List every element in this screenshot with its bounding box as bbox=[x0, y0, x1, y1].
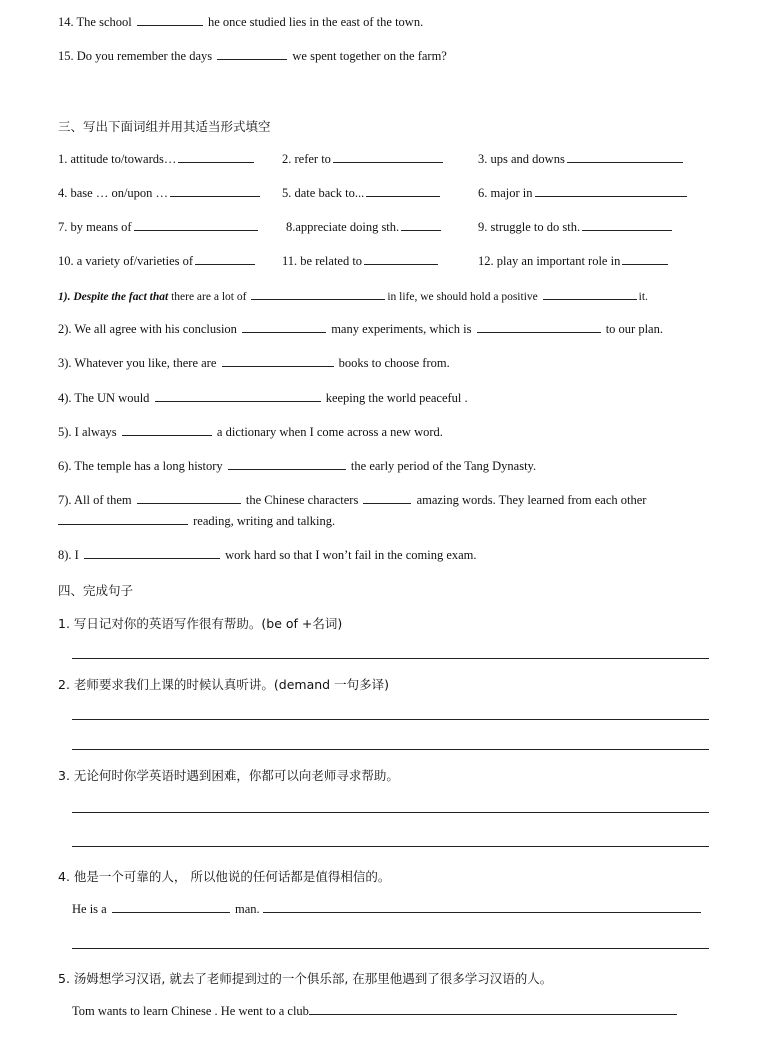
phrase-item bbox=[58, 253, 257, 269]
completion-q5-sentence bbox=[72, 1003, 679, 1019]
sentence-text: 5). I always bbox=[58, 425, 117, 439]
phrase-label: 11. be related to bbox=[282, 254, 363, 268]
answer-blank[interactable] bbox=[195, 253, 255, 265]
phrase-item bbox=[478, 253, 670, 269]
sentence-text: 3). Whatever you like, there are bbox=[58, 356, 217, 370]
sentence-7-continued bbox=[58, 513, 335, 529]
sentence-1 bbox=[58, 288, 648, 303]
phrase-label: 9. struggle to do sth. bbox=[478, 220, 581, 234]
answer-blank[interactable] bbox=[263, 901, 701, 913]
sentence-3 bbox=[58, 355, 450, 371]
phrase-item bbox=[478, 185, 689, 201]
answer-line[interactable] bbox=[72, 749, 709, 750]
answer-blank[interactable] bbox=[567, 151, 683, 163]
phrase-item bbox=[282, 185, 442, 201]
sentence-text: to our plan. bbox=[605, 322, 663, 336]
sentence-6 bbox=[58, 458, 536, 474]
phrase-label: 4. base … on/upon … bbox=[58, 186, 169, 200]
answer-blank[interactable] bbox=[112, 901, 230, 913]
answer-blank[interactable] bbox=[242, 321, 326, 333]
sentence-text: 4). The UN would bbox=[58, 391, 150, 405]
answer-line[interactable] bbox=[72, 812, 709, 813]
answer-line[interactable] bbox=[72, 948, 709, 949]
sentence-5 bbox=[58, 424, 443, 440]
sentence-text: man. bbox=[234, 902, 260, 916]
answer-blank[interactable] bbox=[217, 48, 287, 60]
sentence-text: He is a bbox=[72, 902, 107, 916]
sentence-text: keeping the world peaceful . bbox=[325, 391, 468, 405]
completion-q2: 2. 老师要求我们上课的时候认真听讲。(demand 一句多译) bbox=[58, 677, 389, 692]
section-3-title: 三、写出下面词组并用其适当形式填空 bbox=[58, 119, 271, 134]
phrase-label: 5. date back to... bbox=[282, 186, 365, 200]
sentence-7 bbox=[58, 492, 646, 508]
phrase-item bbox=[478, 151, 685, 167]
answer-blank[interactable] bbox=[137, 492, 241, 504]
phrase-label: 8.appreciate doing sth. bbox=[286, 220, 400, 234]
phrase-label: 3. ups and downs bbox=[478, 152, 565, 166]
q15-text-before: 15. Do you remember the days bbox=[58, 49, 213, 63]
phrase-item bbox=[282, 151, 445, 167]
answer-blank[interactable] bbox=[477, 321, 601, 333]
answer-blank[interactable] bbox=[543, 288, 637, 300]
phrase-item bbox=[478, 219, 674, 235]
question-14 bbox=[58, 14, 423, 30]
completion-q1: 1. 写日记对你的英语写作很有帮助。(be of +名词) bbox=[58, 616, 343, 631]
answer-blank[interactable] bbox=[84, 547, 220, 559]
sentence-2 bbox=[58, 321, 663, 337]
answer-line[interactable] bbox=[72, 658, 709, 659]
completion-q4-sentence bbox=[72, 901, 703, 917]
phrase-item bbox=[58, 151, 256, 167]
sentence-text: 7). All of them bbox=[58, 493, 132, 507]
q14-text-before: 14. The school bbox=[58, 15, 132, 29]
completion-q4: 4. 他是一个可靠的人， 所以他说的任何话都是值得相信的。 bbox=[58, 869, 391, 884]
answer-blank[interactable] bbox=[251, 288, 385, 300]
answer-blank[interactable] bbox=[58, 513, 188, 525]
completion-q3: 3. 无论何时你学英语时遇到困难，你都可以向老师寻求帮助。 bbox=[58, 768, 399, 783]
phrase-item bbox=[286, 219, 443, 235]
sentence-4 bbox=[58, 390, 468, 406]
question-15 bbox=[58, 48, 447, 64]
answer-blank[interactable] bbox=[366, 185, 440, 197]
sentence-text: it. bbox=[638, 291, 648, 303]
answer-line[interactable] bbox=[72, 719, 709, 720]
q15-text-after: we spent together on the farm? bbox=[292, 49, 447, 63]
sentence-text: the Chinese characters bbox=[245, 493, 359, 507]
answer-blank[interactable] bbox=[535, 185, 687, 197]
answer-blank[interactable] bbox=[178, 151, 254, 163]
phrase-item bbox=[58, 219, 260, 235]
answer-blank[interactable] bbox=[364, 253, 438, 265]
answer-blank[interactable] bbox=[134, 219, 258, 231]
phrase-label: 6. major in bbox=[478, 186, 533, 200]
completion-q5: 5. 汤姆想学习汉语, 就去了老师提到过的一个俱乐部, 在那里他遇到了很多学习汉语的人。 bbox=[58, 971, 553, 986]
answer-blank[interactable] bbox=[401, 219, 441, 231]
sentence-8 bbox=[58, 547, 477, 563]
phrase-label: 10. a variety of/varieties of bbox=[58, 254, 194, 268]
answer-blank[interactable] bbox=[309, 1003, 677, 1015]
sentence-text: a dictionary when I come across a new word. bbox=[216, 425, 443, 439]
sentence-text: the early period of the Tang Dynasty. bbox=[350, 459, 537, 473]
sentence-text: amazing words. They learned from each other bbox=[416, 493, 647, 507]
sentence-text: 8). I bbox=[58, 548, 79, 562]
phrase-label: 7. by means of bbox=[58, 220, 132, 234]
answer-blank[interactable] bbox=[363, 492, 411, 504]
sentence-text: 6). The temple has a long history bbox=[58, 459, 223, 473]
sentence-text: 2). We all agree with his conclusion bbox=[58, 322, 237, 336]
answer-blank[interactable] bbox=[333, 151, 443, 163]
phrase-item bbox=[282, 253, 440, 269]
answer-blank[interactable] bbox=[622, 253, 668, 265]
answer-blank[interactable] bbox=[228, 458, 346, 470]
sentence-lead: 1). Despite the fact that bbox=[58, 291, 169, 303]
answer-line[interactable] bbox=[72, 846, 709, 847]
sentence-text: books to choose from. bbox=[338, 356, 450, 370]
answer-blank[interactable] bbox=[137, 14, 203, 26]
section-4-title: 四、完成句子 bbox=[58, 583, 134, 598]
answer-blank[interactable] bbox=[582, 219, 672, 231]
sentence-text: reading, writing and talking. bbox=[193, 514, 336, 528]
answer-blank[interactable] bbox=[222, 355, 334, 367]
answer-blank[interactable] bbox=[155, 390, 321, 402]
sentence-text: in life, we should hold a positive bbox=[387, 291, 538, 303]
sentence-text: many experiments, which is bbox=[331, 322, 472, 336]
answer-blank[interactable] bbox=[170, 185, 260, 197]
sentence-text: work hard so that I won’t fail in the coming exam. bbox=[225, 548, 477, 562]
phrase-label: 2. refer to bbox=[282, 152, 331, 166]
q14-text-after: he once studied lies in the east of the town. bbox=[207, 15, 424, 29]
sentence-text: there are a lot of bbox=[171, 291, 247, 303]
phrase-label: 12. play an important role in bbox=[478, 254, 621, 268]
phrase-label: 1. attitude to/towards… bbox=[58, 152, 177, 166]
sentence-text: Tom wants to learn Chinese . He went to a club bbox=[72, 1004, 309, 1018]
phrase-item bbox=[58, 185, 262, 201]
answer-blank[interactable] bbox=[122, 424, 212, 436]
